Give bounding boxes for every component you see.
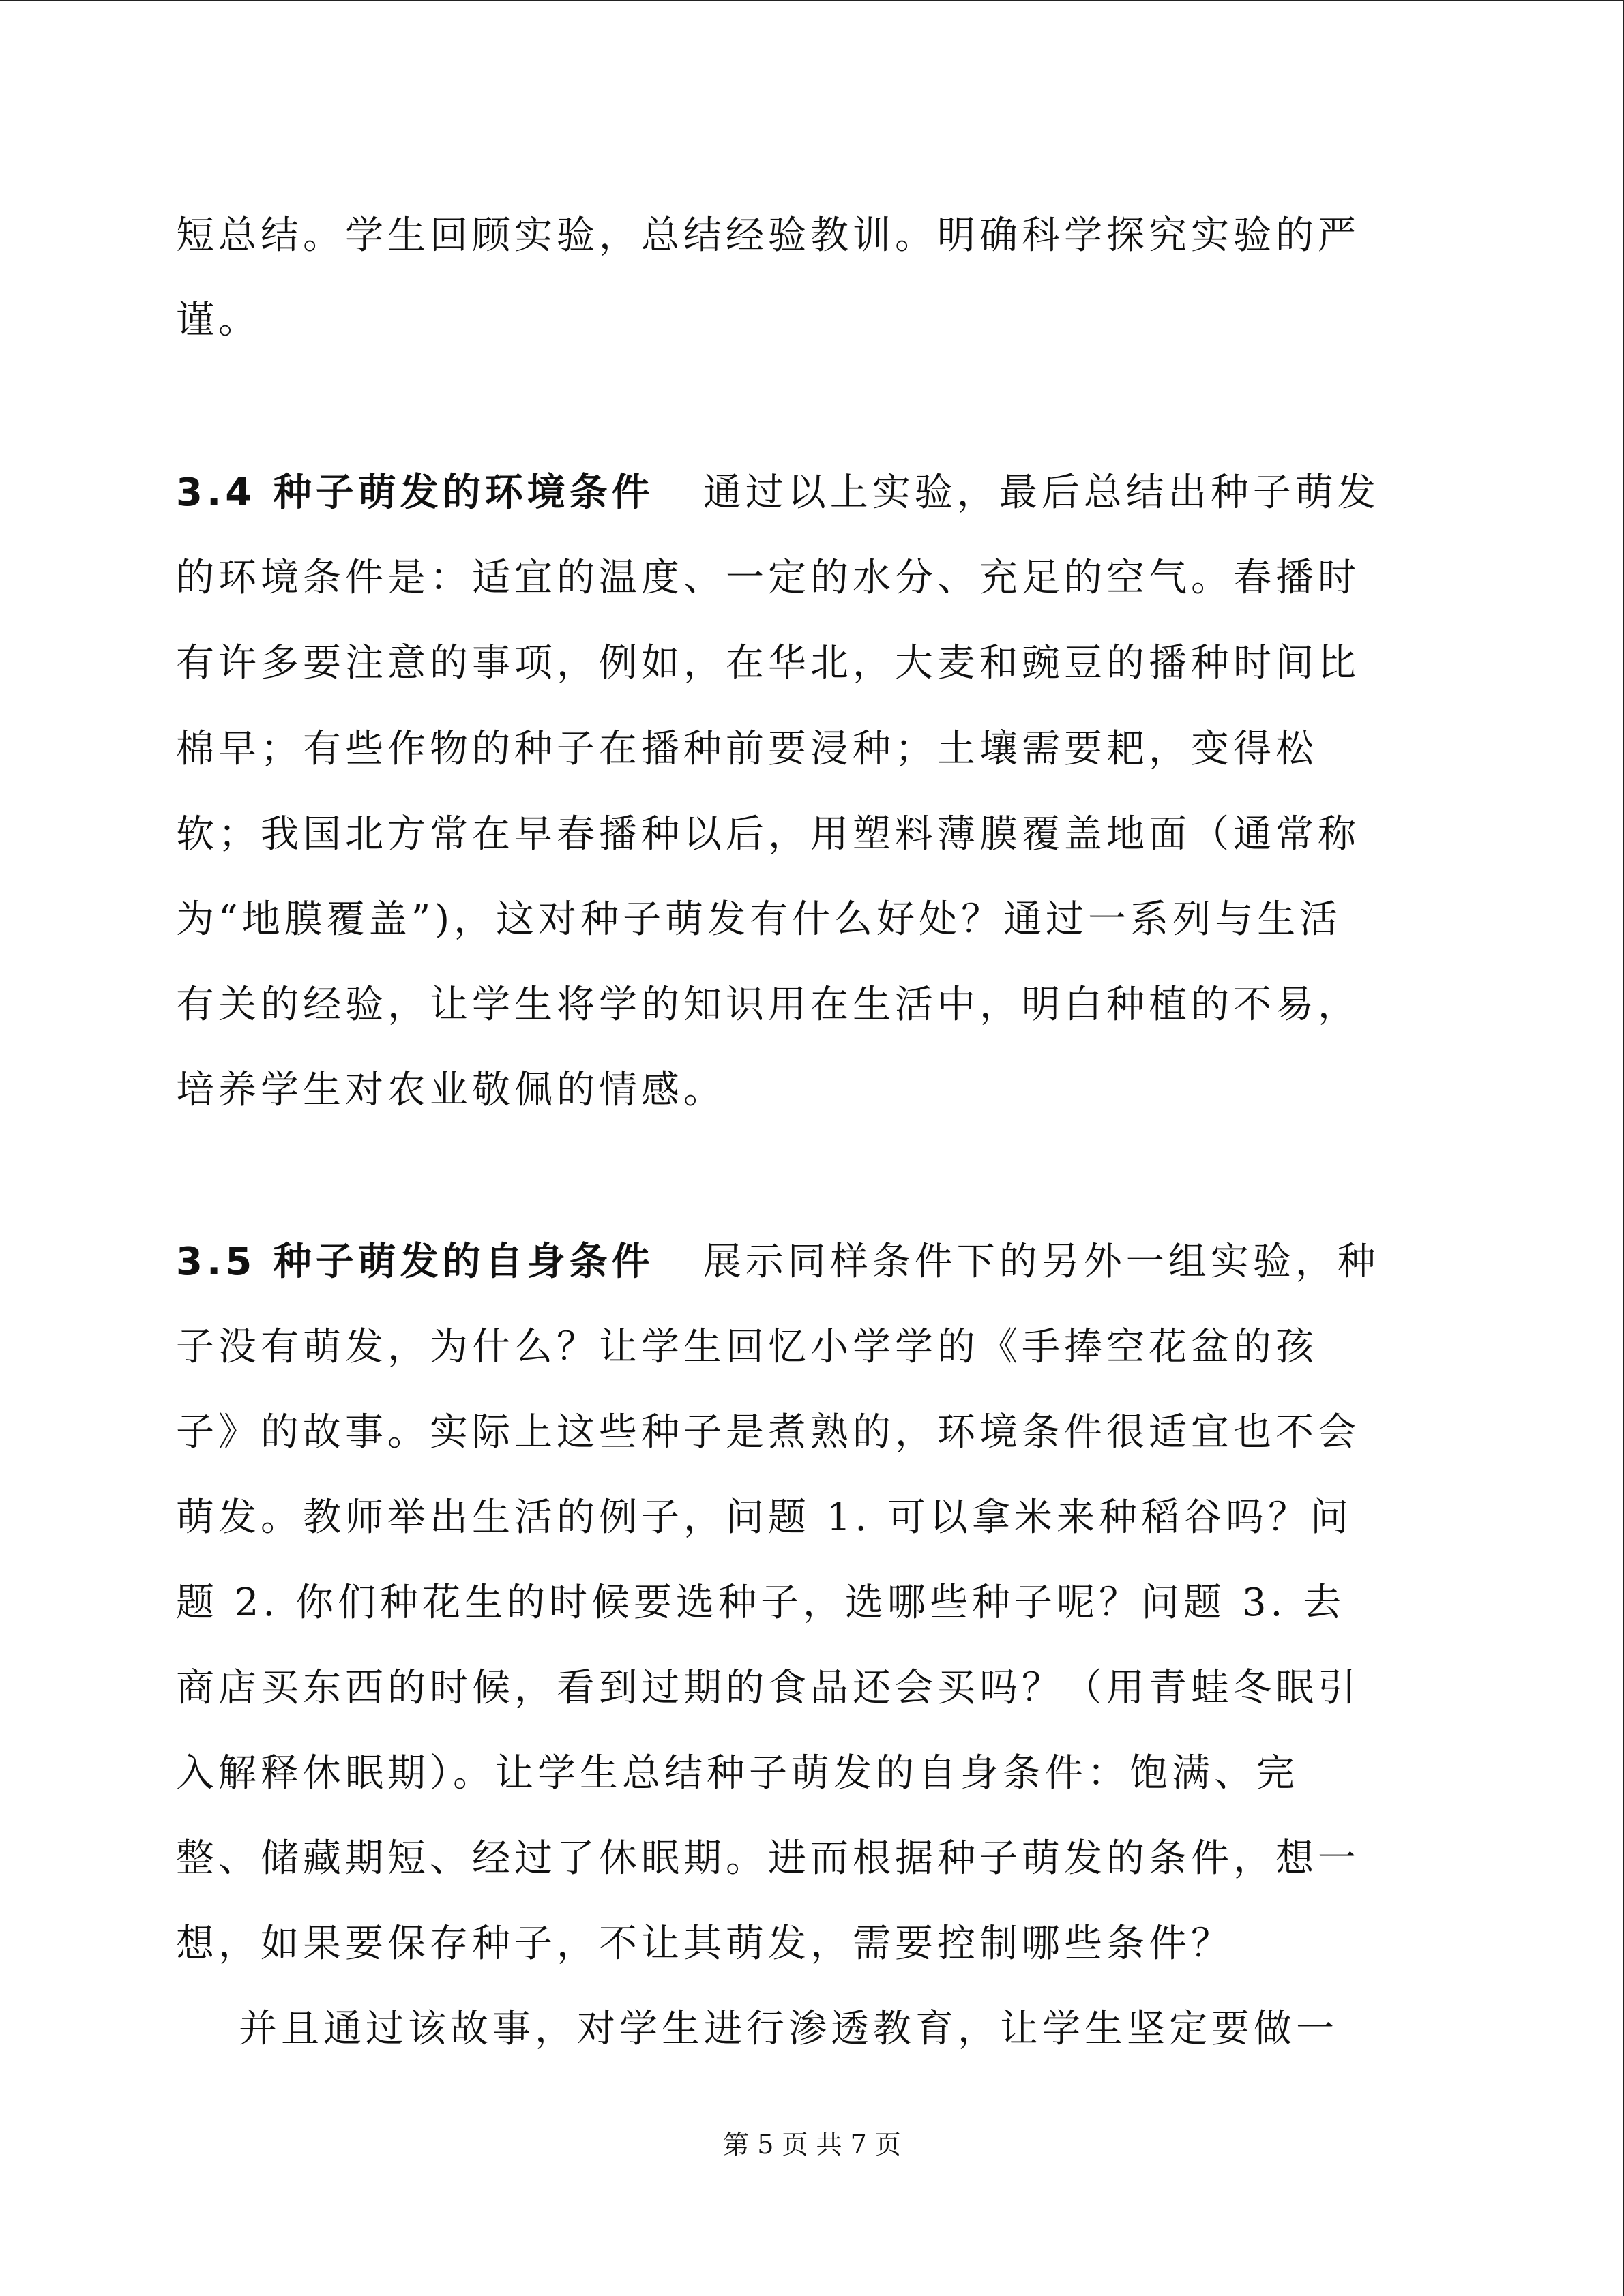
body-text-line: 棉早；有些作物的种子在播种前要浸种；土壤需要耙，变得松 xyxy=(176,727,1318,771)
body-text: 通过以上实验，最后总结出种子萌发 xyxy=(703,471,1380,515)
body-text-line: 有许多要注意的事项，例如，在华北，大麦和豌豆的播种时间比 xyxy=(176,641,1360,685)
body-text-line: 题 2. 你们种花生的时候要选种子，选哪些种子呢？问题 3. 去 xyxy=(176,1581,1346,1625)
body-text-line: 入解释休眠期）。让学生总结种子萌发的自身条件：饱满、完 xyxy=(176,1751,1299,1795)
section-3-5-first-line xyxy=(176,1235,1380,1289)
body-text-line: 并且通过该故事，对学生进行渗透教育，让学生坚定要做一 xyxy=(239,2007,1338,2051)
body-text-line: 想，如果要保存种子，不让其萌发，需要控制哪些条件？ xyxy=(176,1922,1233,1966)
body-text-line: 谨。 xyxy=(176,298,261,342)
body-text-line: 为“地膜覆盖”)，这对种子萌发有什么好处？通过一系列与生活 xyxy=(176,897,1342,942)
body-text-line: 短总结。学生回顾实验，总结经验教训。明确科学探究实验的严 xyxy=(176,213,1360,258)
body-text-line: 有关的经验，让学生将学的知识用在生活中，明白种植的不易， xyxy=(176,983,1360,1027)
body-text-line: 萌发。教师举出生活的例子，问题 1. 可以拿米来种稻谷吗？问 xyxy=(176,1495,1353,1540)
body-text-line: 子》的故事。实际上这些种子是煮熟的，环境条件很适宜也不会 xyxy=(176,1410,1360,1455)
body-text: 展示同样条件下的另外一组实验，种 xyxy=(703,1240,1380,1284)
section-heading: 3.4 种子萌发的环境条件 xyxy=(176,471,654,515)
section-heading: 3.5 种子萌发的自身条件 xyxy=(176,1240,654,1284)
section-3-4-first-line xyxy=(176,466,1380,520)
page-top-border xyxy=(0,0,1624,1)
body-text-line: 软；我国北方常在早春播种以后，用塑料薄膜覆盖地面（通常称 xyxy=(176,812,1360,856)
body-text-line: 子没有萌发，为什么？让学生回忆小学学的《手捧空花盆的孩 xyxy=(176,1325,1318,1369)
body-text-line: 商店买东西的时候，看到过期的食品还会买吗？（用青蛙冬眠引 xyxy=(176,1666,1360,1710)
body-text-line: 整、储藏期短、经过了休眠期。进而根据种子萌发的条件，想一 xyxy=(176,1836,1360,1881)
body-text-line: 培养学生对农业敬佩的情感。 xyxy=(176,1068,726,1112)
body-text-line: 的环境条件是：适宜的温度、一定的水分、充足的空气。春播时 xyxy=(176,556,1360,600)
page-number-footer: 第 5 页 共 7 页 xyxy=(723,2130,901,2160)
